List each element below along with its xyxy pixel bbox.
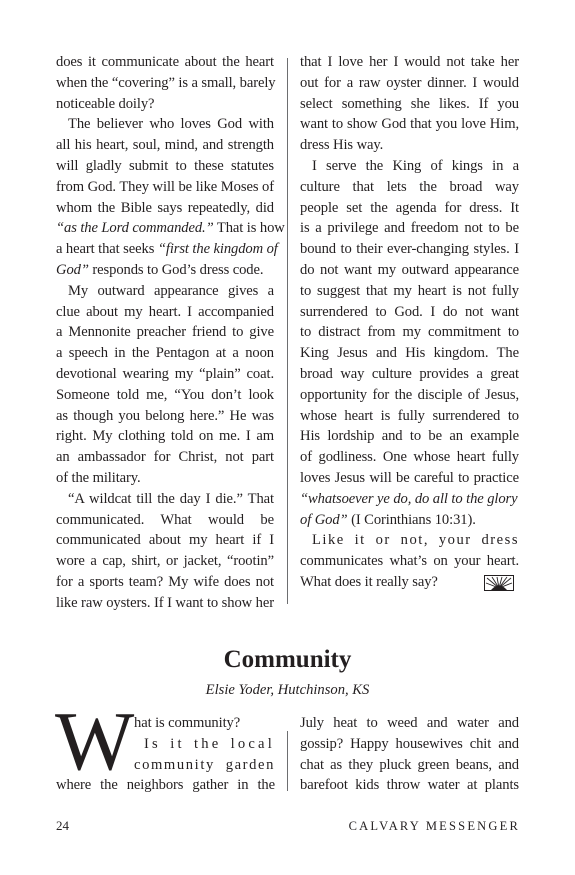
text-line: of godliness. One whose heart fully <box>300 449 519 466</box>
byline: Elsie Yoder, Hutchinson, KS <box>205 682 370 698</box>
text-line: people set the agenda for dress. It <box>300 199 519 216</box>
text-line <box>300 489 519 510</box>
text-line: chat as they pluck green beans, and <box>300 756 519 773</box>
paragraph <box>300 52 519 156</box>
text-line: The believer who loves God with <box>68 116 274 133</box>
text-line: like raw oysters. If I want to show her <box>56 594 274 611</box>
article-title: Community <box>223 646 352 673</box>
text-line: My outward appearance gives a <box>68 282 274 299</box>
scripture-quote: of God” <box>300 511 348 528</box>
paragraph <box>56 114 285 280</box>
text-line: from God. They will be like Moses of <box>56 178 274 195</box>
sunrise-end-mark-icon <box>484 575 514 591</box>
paragraph <box>56 489 274 614</box>
text-line: that I love her I would not take her <box>300 54 519 70</box>
text-line: barefoot kids throw water at plants <box>300 777 519 794</box>
article-right-column <box>300 52 519 593</box>
text-line: to suggest that my heart is not fully <box>300 282 519 299</box>
scripture-quote: “whatsoever ye do, do all to the glory <box>300 490 518 507</box>
text-line: bound to their ever-changing styles. I <box>300 241 519 258</box>
text-line: Like it or not, your dress <box>312 532 519 549</box>
text-line: culture that lets the broad way <box>300 178 519 195</box>
text-line: loves Jesus will be careful to practice <box>300 469 519 486</box>
text-line: whom the Bible says repeatedly, did <box>56 199 274 216</box>
text-line: communicated. What would be <box>56 511 274 528</box>
text-line: Is it the local <box>144 735 275 752</box>
paragraph <box>56 52 274 114</box>
text-line: for a sports team? My wife does not <box>56 573 274 590</box>
article2-right-column <box>300 713 519 796</box>
text-line <box>300 510 519 531</box>
text-line: I serve the King of kings in a <box>312 157 519 174</box>
text-line: community garden <box>134 756 275 773</box>
text-line: surrendered to God. I do not want <box>300 303 519 320</box>
text-line: an ambassador for Christ, not part <box>56 449 274 466</box>
text-line: right. My clothing told on me. I am <box>56 428 274 445</box>
text-line <box>56 260 274 281</box>
text-line: select something she likes. If you <box>300 95 519 112</box>
text-line: His lordship and to be an example <box>300 428 519 445</box>
text-fragment: responds to God’s dress code. <box>88 261 264 278</box>
text-line: gossip? Happy housewives chit and <box>300 735 519 752</box>
page-number: 24 <box>56 818 69 833</box>
text-line <box>56 218 285 239</box>
text-line: a speech in the Pentagon at a noon <box>56 345 274 362</box>
text-line: dress His way. <box>300 137 384 154</box>
paragraph <box>300 156 519 530</box>
citation: (I Corinthians 10:31). <box>347 511 476 528</box>
scripture-quote: “as the Lord commanded.” <box>56 220 214 237</box>
text-line <box>300 572 519 593</box>
text-line: does it communicate about the heart <box>56 54 274 70</box>
text-line: noticeable doily? <box>56 95 155 112</box>
text-line: is a privilege and freedom not to be <box>300 220 519 237</box>
text-line: to distract from my commitment to <box>300 324 519 341</box>
magazine-name: CALVARY MESSENGER <box>348 819 520 833</box>
article2-left-column <box>56 713 275 796</box>
scripture-quote: God” <box>56 261 89 278</box>
text-line: hat is community? <box>134 715 241 731</box>
text-line: want to show God that you love Him, <box>300 116 519 133</box>
text-fragment: a heart that seeks <box>56 241 158 258</box>
paragraph <box>300 530 519 592</box>
text-line: July heat to weed and water and <box>300 715 519 731</box>
text-line: clue about my heart. I accompanied <box>56 303 274 320</box>
text-line: broad way culture provides a great <box>300 365 519 382</box>
column-divider <box>287 731 288 791</box>
text-line: will gladly submit to these statutes <box>56 157 274 174</box>
text-line: when the “covering” is a small, barely <box>56 74 276 91</box>
text-line: all his heart, soul, mind, and strength <box>56 137 274 154</box>
article-left-column <box>56 52 285 614</box>
text-fragment: That is how <box>213 220 285 237</box>
column-divider <box>287 58 288 604</box>
text-line: communicated about my heart if I <box>56 532 274 549</box>
text-line: whose heart is fully surrendered to <box>300 407 519 424</box>
text-line: Someone told me, “You don’t look <box>56 386 274 403</box>
drop-cap: W <box>55 695 135 788</box>
text-line: a Mennonite preacher friend to give <box>56 324 274 341</box>
text-line: wore a cap, shirt, or jacket, “rootin” <box>56 553 274 570</box>
text-line: communicates what’s on your heart. <box>300 553 519 570</box>
text-line: where the neighbors gather in the <box>56 777 275 794</box>
text-line: devotional wearing my “plain” coat. <box>56 365 274 382</box>
text-line <box>56 239 278 260</box>
text-line: do not want my outward appearance <box>300 261 519 278</box>
text-line: out for a raw oyster dinner. I would <box>300 74 519 91</box>
text-line: opportunity for the disciple of Jesus, <box>300 386 519 403</box>
text-line: as though you belong here.” He was <box>56 407 274 424</box>
text-fragment: What does it really say? <box>300 573 438 590</box>
text-line: “A wildcat till the day I die.” That <box>68 490 274 507</box>
text-line: King Jesus and His kingdom. The <box>300 345 519 362</box>
text-line: of the military. <box>56 469 141 486</box>
scripture-quote: “first the kingdom of <box>157 241 278 258</box>
paragraph <box>56 281 274 489</box>
